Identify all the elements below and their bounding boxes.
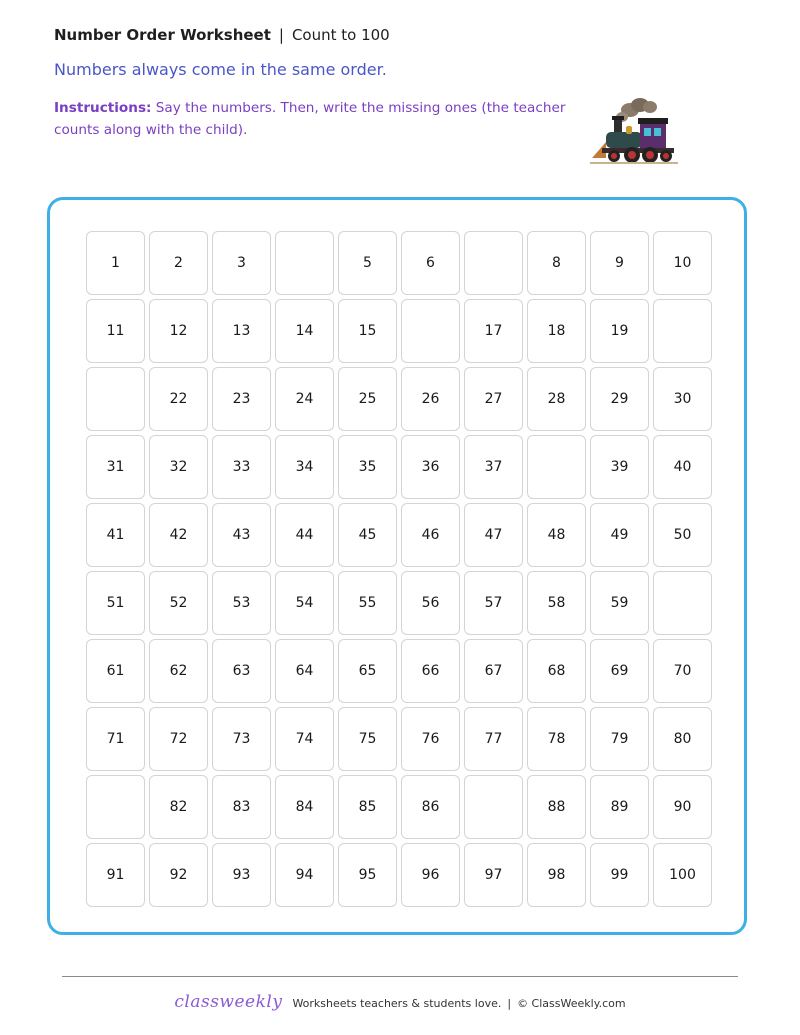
number-cell: 75 bbox=[338, 707, 397, 771]
number-cell: 73 bbox=[212, 707, 271, 771]
number-cell: 48 bbox=[527, 503, 586, 567]
number-cell: 45 bbox=[338, 503, 397, 567]
number-cell: 46 bbox=[401, 503, 460, 567]
number-cell: 40 bbox=[653, 435, 712, 499]
number-cell: 68 bbox=[527, 639, 586, 703]
blank-number-cell[interactable] bbox=[464, 775, 523, 839]
number-cell: 56 bbox=[401, 571, 460, 635]
number-cell: 34 bbox=[275, 435, 334, 499]
number-cell: 5 bbox=[338, 231, 397, 295]
number-cell: 2 bbox=[149, 231, 208, 295]
number-cell: 41 bbox=[86, 503, 145, 567]
number-cell: 19 bbox=[590, 299, 649, 363]
number-cell: 54 bbox=[275, 571, 334, 635]
number-cell: 91 bbox=[86, 843, 145, 907]
number-cell: 13 bbox=[212, 299, 271, 363]
number-cell: 65 bbox=[338, 639, 397, 703]
number-cell: 49 bbox=[590, 503, 649, 567]
number-cell: 90 bbox=[653, 775, 712, 839]
blank-number-cell[interactable] bbox=[653, 299, 712, 363]
number-cell: 57 bbox=[464, 571, 523, 635]
number-cell: 31 bbox=[86, 435, 145, 499]
number-cell: 86 bbox=[401, 775, 460, 839]
number-cell: 23 bbox=[212, 367, 271, 431]
blank-number-cell[interactable] bbox=[653, 571, 712, 635]
number-cell: 17 bbox=[464, 299, 523, 363]
footer-separator: | bbox=[507, 997, 512, 1010]
number-cell: 93 bbox=[212, 843, 271, 907]
number-cell: 88 bbox=[527, 775, 586, 839]
number-cell: 97 bbox=[464, 843, 523, 907]
brand-logo[interactable]: classweekly bbox=[174, 992, 283, 1012]
number-cell: 72 bbox=[149, 707, 208, 771]
footer-slogan: Worksheets teachers & students love. bbox=[292, 997, 502, 1010]
number-cell: 11 bbox=[86, 299, 145, 363]
number-cell: 27 bbox=[464, 367, 523, 431]
instructions-label: Instructions: bbox=[54, 100, 152, 116]
instructions bbox=[54, 97, 574, 141]
number-cell: 80 bbox=[653, 707, 712, 771]
number-cell: 14 bbox=[275, 299, 334, 363]
steam-locomotive-icon bbox=[588, 96, 680, 166]
number-cell: 61 bbox=[86, 639, 145, 703]
number-cell: 58 bbox=[527, 571, 586, 635]
number-cell: 10 bbox=[653, 231, 712, 295]
number-cell: 59 bbox=[590, 571, 649, 635]
blank-number-cell[interactable] bbox=[464, 231, 523, 295]
number-cell: 76 bbox=[401, 707, 460, 771]
number-cell: 44 bbox=[275, 503, 334, 567]
number-cell: 82 bbox=[149, 775, 208, 839]
title-separator: | bbox=[278, 26, 284, 44]
number-cell: 9 bbox=[590, 231, 649, 295]
worksheet-title bbox=[54, 26, 390, 44]
number-cell: 25 bbox=[338, 367, 397, 431]
number-cell: 30 bbox=[653, 367, 712, 431]
number-cell: 50 bbox=[653, 503, 712, 567]
number-cell: 1 bbox=[86, 231, 145, 295]
blank-number-cell[interactable] bbox=[86, 775, 145, 839]
number-cell: 85 bbox=[338, 775, 397, 839]
number-cell: 67 bbox=[464, 639, 523, 703]
number-cell: 74 bbox=[275, 707, 334, 771]
number-cell: 12 bbox=[149, 299, 208, 363]
number-grid bbox=[86, 231, 712, 907]
number-cell: 39 bbox=[590, 435, 649, 499]
number-cell: 47 bbox=[464, 503, 523, 567]
blank-number-cell[interactable] bbox=[86, 367, 145, 431]
number-cell: 29 bbox=[590, 367, 649, 431]
number-cell: 53 bbox=[212, 571, 271, 635]
number-cell: 70 bbox=[653, 639, 712, 703]
number-cell: 62 bbox=[149, 639, 208, 703]
number-cell: 79 bbox=[590, 707, 649, 771]
blank-number-cell[interactable] bbox=[527, 435, 586, 499]
footer-copyright[interactable]: © ClassWeekly.com bbox=[517, 997, 626, 1010]
number-cell: 15 bbox=[338, 299, 397, 363]
blank-number-cell[interactable] bbox=[401, 299, 460, 363]
number-cell: 92 bbox=[149, 843, 208, 907]
number-cell: 42 bbox=[149, 503, 208, 567]
number-cell: 37 bbox=[464, 435, 523, 499]
number-cell: 98 bbox=[527, 843, 586, 907]
footer-divider bbox=[62, 976, 738, 977]
footer bbox=[0, 992, 800, 1012]
number-cell: 3 bbox=[212, 231, 271, 295]
number-cell: 77 bbox=[464, 707, 523, 771]
number-cell: 18 bbox=[527, 299, 586, 363]
number-cell: 96 bbox=[401, 843, 460, 907]
number-cell: 26 bbox=[401, 367, 460, 431]
number-cell: 55 bbox=[338, 571, 397, 635]
number-cell: 66 bbox=[401, 639, 460, 703]
number-cell: 99 bbox=[590, 843, 649, 907]
number-cell: 63 bbox=[212, 639, 271, 703]
number-cell: 8 bbox=[527, 231, 586, 295]
title-subtitle: Count to 100 bbox=[291, 26, 390, 44]
blank-number-cell[interactable] bbox=[275, 231, 334, 295]
number-cell: 36 bbox=[401, 435, 460, 499]
instructions-text: Say the numbers. Then, write the missing ones (the teacher counts along with the child). bbox=[54, 100, 566, 138]
number-cell: 95 bbox=[338, 843, 397, 907]
number-cell: 69 bbox=[590, 639, 649, 703]
number-cell: 43 bbox=[212, 503, 271, 567]
number-cell: 84 bbox=[275, 775, 334, 839]
number-cell: 89 bbox=[590, 775, 649, 839]
number-cell: 28 bbox=[527, 367, 586, 431]
number-cell: 6 bbox=[401, 231, 460, 295]
tagline: Numbers always come in the same order. bbox=[54, 60, 387, 79]
number-cell: 24 bbox=[275, 367, 334, 431]
number-cell: 100 bbox=[653, 843, 712, 907]
number-cell: 35 bbox=[338, 435, 397, 499]
number-cell: 33 bbox=[212, 435, 271, 499]
number-cell: 52 bbox=[149, 571, 208, 635]
number-cell: 51 bbox=[86, 571, 145, 635]
number-cell: 83 bbox=[212, 775, 271, 839]
number-cell: 32 bbox=[149, 435, 208, 499]
number-cell: 78 bbox=[527, 707, 586, 771]
number-cell: 71 bbox=[86, 707, 145, 771]
number-cell: 22 bbox=[149, 367, 208, 431]
number-cell: 64 bbox=[275, 639, 334, 703]
title-text: Number Order Worksheet bbox=[54, 26, 271, 44]
number-cell: 94 bbox=[275, 843, 334, 907]
